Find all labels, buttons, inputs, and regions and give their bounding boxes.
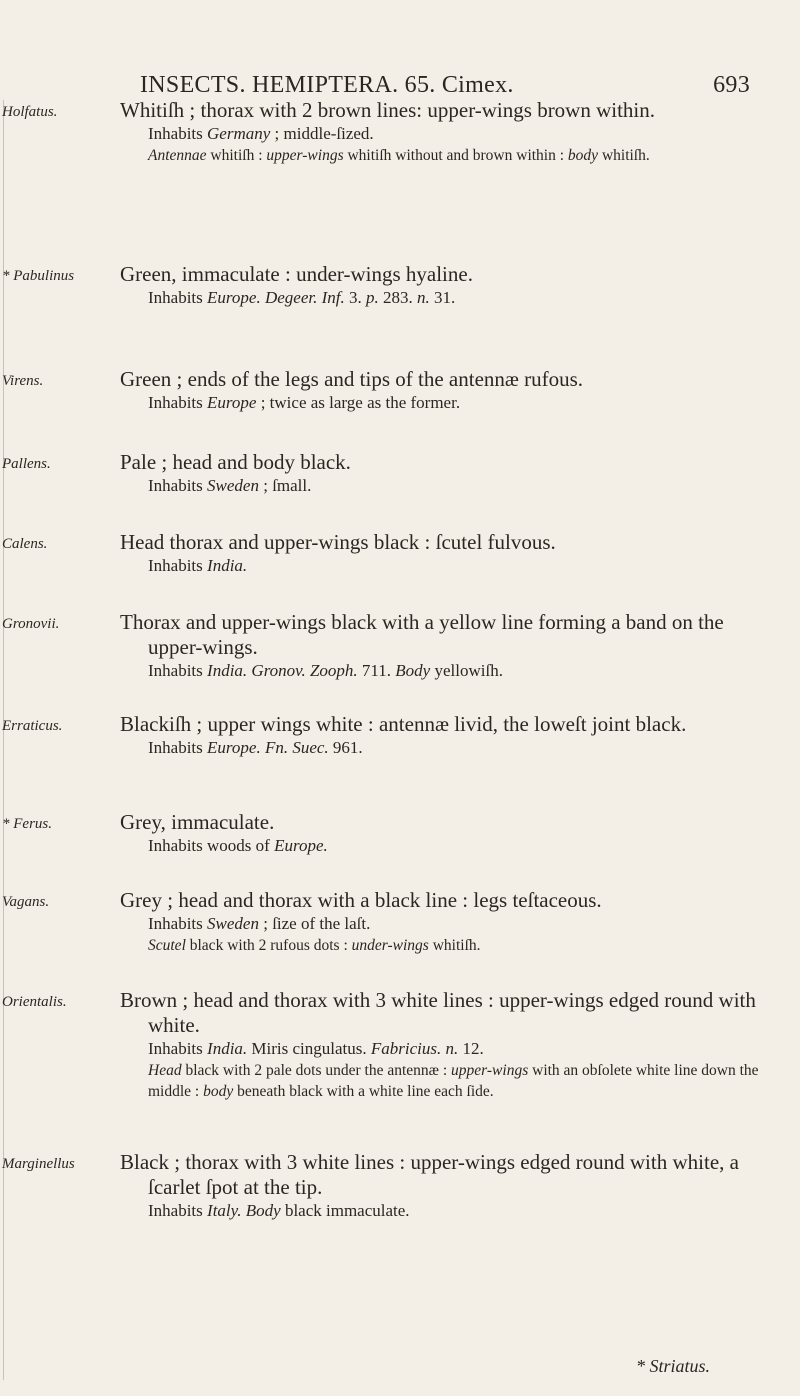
species-body bbox=[120, 810, 780, 857]
text-segment: Antennae bbox=[148, 147, 207, 164]
text-segment: Europe. Degeer. Inf. bbox=[207, 288, 345, 307]
text-segment: Europe. bbox=[274, 836, 328, 855]
text-segment: 711. bbox=[357, 661, 396, 680]
species-description: Green, immaculate : under-wings hyaline. bbox=[120, 262, 473, 286]
text-segment: Inhabits bbox=[148, 556, 208, 575]
text-segment: Inhabits bbox=[148, 124, 208, 143]
species-body bbox=[120, 888, 780, 956]
species-name: * Ferus. bbox=[2, 816, 52, 832]
text-segment: ; ſmall. bbox=[258, 476, 312, 495]
text-segment: Inhabits bbox=[148, 738, 208, 757]
habitat-line bbox=[120, 737, 780, 759]
text-segment: 12. bbox=[458, 1039, 484, 1058]
species-name: Marginellus bbox=[2, 1156, 75, 1172]
species-name: Virens. bbox=[2, 373, 44, 389]
text-segment: Head bbox=[148, 1062, 182, 1079]
species-description: Black ; thorax with 3 white lines : upper-wings edged round with white, a ſcarlet ſpot at the tip. bbox=[120, 1150, 739, 1199]
species-description: Grey ; head and thorax with a black line : legs teſtaceous. bbox=[120, 888, 602, 912]
species-description: Whitiſh ; thorax with 2 brown lines: upper-wings brown within. bbox=[120, 98, 656, 122]
text-segment: India. Gronov. Zooph. bbox=[207, 661, 358, 680]
note-line bbox=[120, 1060, 780, 1102]
text-segment: Body bbox=[395, 661, 431, 680]
text-segment: India. bbox=[207, 1039, 248, 1058]
species-body bbox=[120, 1150, 780, 1222]
text-segment: Miris cingulatus. bbox=[247, 1039, 371, 1058]
species-name: Calens. bbox=[2, 536, 48, 552]
species-body bbox=[120, 530, 780, 577]
text-segment: India. bbox=[207, 556, 248, 575]
text-segment: 3. bbox=[344, 288, 366, 307]
species-description: Pale ; head and body black. bbox=[120, 450, 351, 474]
text-segment: p. bbox=[365, 288, 379, 307]
text-segment: Europe. Fn. Suec. bbox=[207, 738, 329, 757]
text-segment: Inhabits woods of bbox=[148, 836, 275, 855]
text-segment: under-wings bbox=[351, 937, 429, 954]
habitat-line bbox=[120, 835, 780, 857]
text-segment: ; ſize of the laſt. bbox=[258, 914, 371, 933]
text-segment: Fabricius. n. bbox=[370, 1039, 459, 1058]
text-segment: Inhabits bbox=[148, 914, 208, 933]
text-segment: Germany bbox=[207, 124, 271, 143]
text-segment: Europe bbox=[207, 393, 257, 412]
species-description: Green ; ends of the legs and tips of the antennæ rufous. bbox=[120, 367, 584, 391]
habitat-line bbox=[120, 660, 780, 682]
species-name: Gronovii. bbox=[2, 616, 60, 632]
species-name: Orientalis. bbox=[2, 994, 67, 1010]
text-segment: whitiſh without and brown within : bbox=[343, 147, 568, 164]
species-body bbox=[120, 610, 780, 682]
text-segment: 283. bbox=[378, 288, 417, 307]
text-segment: upper-wings bbox=[451, 1062, 529, 1079]
text-segment: upper-wings bbox=[266, 147, 344, 164]
species-name: * Pabulinus bbox=[2, 268, 75, 284]
text-segment: ; twice as large as the former. bbox=[256, 393, 461, 412]
species-description: Thorax and upper-wings black with a yellow line forming a band on the upper-wings. bbox=[120, 610, 724, 659]
text-segment: Inhabits bbox=[148, 476, 208, 495]
species-name: Vagans. bbox=[2, 894, 50, 910]
text-segment: yellowiſh. bbox=[430, 661, 503, 680]
text-segment: Inhabits bbox=[148, 288, 208, 307]
text-segment: Inhabits bbox=[148, 1039, 208, 1058]
text-segment: n. bbox=[416, 288, 430, 307]
habitat-line bbox=[120, 475, 780, 497]
habitat-line bbox=[120, 123, 780, 145]
species-body bbox=[120, 367, 780, 414]
text-segment: black with 2 pale dots under the antennæ : bbox=[181, 1062, 452, 1079]
text-segment: whitiſh. bbox=[598, 147, 650, 164]
text-segment: Inhabits bbox=[148, 393, 208, 412]
text-segment: with an obſolete white line down the middle : bbox=[148, 1062, 759, 1100]
species-description: Head thorax and upper-wings black : ſcutel fulvous. bbox=[120, 530, 556, 554]
habitat-line bbox=[120, 1038, 780, 1060]
text-segment: whitiſh. bbox=[428, 937, 481, 954]
habitat-line bbox=[120, 913, 780, 935]
note-line bbox=[120, 145, 780, 166]
species-name: Holfatus. bbox=[2, 104, 58, 120]
habitat-line bbox=[120, 555, 780, 577]
text-segment: 31. bbox=[429, 288, 456, 307]
text-segment: black immaculate. bbox=[280, 1201, 410, 1220]
species-name: Erraticus. bbox=[2, 718, 63, 734]
page-number: 693 bbox=[713, 72, 750, 98]
species-description: Brown ; head and thorax with 3 white lines : upper-wings edged round with white. bbox=[120, 988, 756, 1037]
species-body bbox=[120, 98, 780, 166]
text-segment: ; middle-ſized. bbox=[270, 124, 374, 143]
species-body bbox=[120, 712, 780, 759]
text-segment: 961. bbox=[328, 738, 363, 757]
text-segment: Inhabits bbox=[148, 1201, 208, 1220]
text-segment: Inhabits bbox=[148, 661, 208, 680]
species-body bbox=[120, 988, 780, 1102]
text-segment: Scutel bbox=[148, 937, 186, 954]
species-name: Pallens. bbox=[2, 456, 51, 472]
habitat-line bbox=[120, 287, 780, 309]
text-segment: Sweden bbox=[207, 914, 259, 933]
text-segment: body bbox=[203, 1083, 234, 1100]
margin-rule bbox=[3, 100, 4, 1380]
habitat-line bbox=[120, 392, 780, 414]
species-body bbox=[120, 262, 780, 309]
species-body bbox=[120, 450, 780, 497]
note-line bbox=[120, 935, 780, 956]
text-segment: Italy. Body bbox=[207, 1201, 281, 1220]
text-segment: whitiſh : bbox=[206, 147, 267, 164]
species-description: Blackiſh ; upper wings white : antennæ livid, the loweſt joint black. bbox=[120, 712, 687, 736]
text-segment: beneath black with a white line each ſide. bbox=[233, 1083, 494, 1100]
habitat-line bbox=[120, 1200, 780, 1222]
running-title: INSECTS. HEMIPTERA. 65. Cimex. bbox=[140, 72, 514, 98]
text-segment: black with 2 rufous dots : bbox=[185, 937, 352, 954]
species-description: Grey, immaculate. bbox=[120, 810, 275, 834]
text-segment: body bbox=[567, 147, 599, 164]
text-segment: Sweden bbox=[207, 476, 259, 495]
catchword: * Striatus. bbox=[636, 1356, 711, 1376]
